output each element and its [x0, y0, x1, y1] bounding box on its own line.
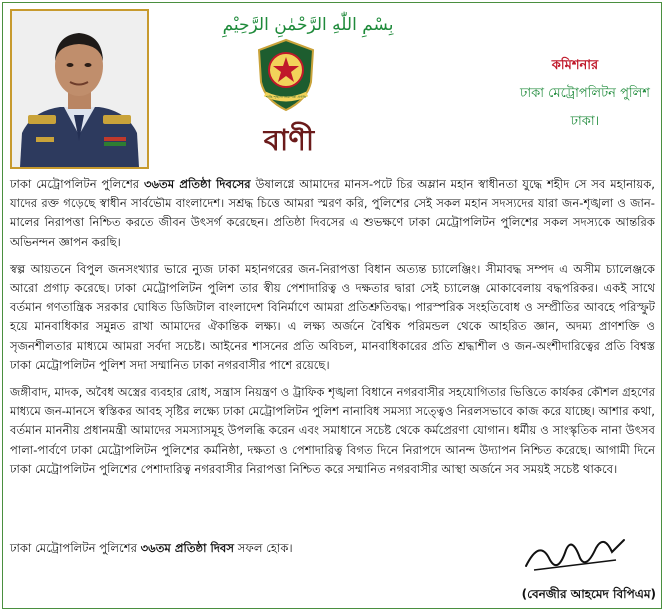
designation-block [460, 52, 650, 136]
closing-text-a: ঢাকা মেট্রোপলিটন পুলিশের [10, 541, 141, 555]
closing-line [10, 540, 293, 559]
closing-highlight: ৩৬তম প্রতিষ্ঠা দিবস [140, 541, 235, 555]
paragraph-2: স্বল্প আয়তনে বিপুল জনসংখ্যার ভারে ন্যুজ ঢাকা মহানগরের জন-নিরাপত্তা বিধান অত্যন্ত চ্যালেঞ্জিং। সীমাবদ্ধ সম্পদ এ অসীম চ্যালেঞ্জকে আরো প্রগাঢ় করেছে। ঢাকা মেট্রোপলিটন পুলিশ তার স্বীয় পেশাদারিত্ব ও দক্ষতার দ্বারা সেই চ্যালেঞ্জ মোকাবেলায় বদ্ধপরিকর। একই সাথে বর্তমান গণতান্ত্রিক সরকার ঘোষিত ডিজিটাল বাংলাদেশ বিনির্মাণে আমরা প্রতিশ্রুতিবদ্ধ। পারস্পরিক সংহতিবোধ ও সম্প্রীতির আবহে পরিস্ফুট হয়ে মানবাধিকার সমুন্নত রাখা আমাদের ঐকান্তিক লক্ষ্য। এ লক্ষ্য অর্জনে বৈশ্বিক পরিমন্ডল থেকে আহরিত জ্ঞান, অদম্য প্রাণশক্তি ও সৃজনশীলতার মাধ্যমে আমরা সর্বদা সচেষ্ট। আইনের শাসনের প্রতি অবিচল, মানবাধিকারের প্রতি শ্রদ্ধাশীল ও জন-অংশীদারিত্বের প্রতি বিশ্বস্ত ঢাকা মেট্রোপলিটন পুলিশ সদা সম্মানিত ঢাকা নগরবাসীর পাশে রয়েছে। [10, 261, 655, 372]
page-title: বাণী [263, 123, 315, 157]
designation-organization: ঢাকা মেট্রোপলিটন পুলিশ [520, 86, 650, 101]
dmp-emblem-icon [255, 38, 317, 112]
closing-text-b: সফল হোক। [234, 541, 293, 555]
paragraph-3: জঙ্গীবাদ, মাদক, অবৈধ অস্ত্রের ব্যবহার রোধ, সন্ত্রাস নিয়ন্ত্রণ ও ট্রাফিক শৃঙ্খলা বিধানে নগরবাসীর সহযোগিতার ভিত্তিতে কার্যকর কৌশল গ্রহণের মাধ্যমে জন-মানসে স্বস্তিকর আবহ সৃষ্টির লক্ষ্যে ঢাকা মেট্রোপলিটন পুলিশ নানাবিধ সমস্যা সত্ত্বেও নিরলসভাবে কাজ করে যাচ্ছে। আশার কথা, বর্তমান মাননীয় প্রধানমন্ত্রী আমাদের সমস্যাসমূহ উপলব্ধি করেন এবং সমাধানে সচেষ্ট থেকে কর্মপ্রেরণা যোগান। ধর্মীয় ও সাংস্কৃতিক নানা উৎসব পালা-পার্বণে ঢাকা মেট্রোপলিটন পুলিশের কর্মনিষ্ঠা, দক্ষতা ও পেশাদারিত্ব বিগত দিনে নিরাপদে আনন্দ উদ্যাপন নিশ্চিত করেছে। আগামী দিনে ঢাকা মেট্রোপলিটন পুলিশের পেশাদারিত্ব নগরবাসীর নিরাপত্তা নিশ্চিত করে সম্মানিত নগরবাসীর আস্থা অর্জনে সব সময়ই সচেষ্ট থাকবে। [10, 385, 655, 476]
handwritten-signature [520, 530, 630, 576]
message-body [10, 175, 655, 487]
bismillah-text: بِسْمِ اللّٰهِ الرَّحْمٰنِ الرَّحِيْمِ [222, 15, 394, 35]
designation-title: কমিশনার [551, 58, 599, 73]
designation-city: ঢাকা। [570, 114, 600, 129]
bismillah-calligraphy [193, 8, 423, 38]
emblem-motto: শান্তি শৃঙ্খলা নিরাপত্তা প্রগতি [265, 95, 307, 99]
commissioner-portrait [10, 9, 149, 169]
p1-text-b: উষালগ্নে আমাদের মানস-পটে চির অম্লান মহান স্বাধীনতা যুদ্ধে শহীদ সে সব মহানায়ক, যাদের রক্ত গড়েছে স্বাধীন সার্বভৌম বাংলাদেশ। সশ্রদ্ধ চিত্তে আমরা স্মরণ করি, পুলিশের সেই সকল মহান সদস্যদের যারা জন-শৃঙ্খলা ও জান-মালের নিরাপত্তা নিশ্চিত করতে জীবন উৎসর্গ করেছেন। প্রতিষ্ঠা দিবসের এ শুভক্ষণে ঢাকা মেট্রোপলিটন পুলিশের সকল সদস্যকে আন্তরিক অভিনন্দন জ্ঞাপন করছি। [10, 177, 655, 249]
p1-highlight: ৩৬তম প্রতিষ্ঠা দিবসের [143, 177, 251, 191]
paragraph-1 [10, 175, 655, 252]
signer-name: (বেনজীর আহমেদ বিপিএম) [521, 587, 656, 601]
portrait-image [12, 11, 147, 167]
p1-text-a: ঢাকা মেট্রোপলিটন পুলিশের [10, 177, 144, 191]
